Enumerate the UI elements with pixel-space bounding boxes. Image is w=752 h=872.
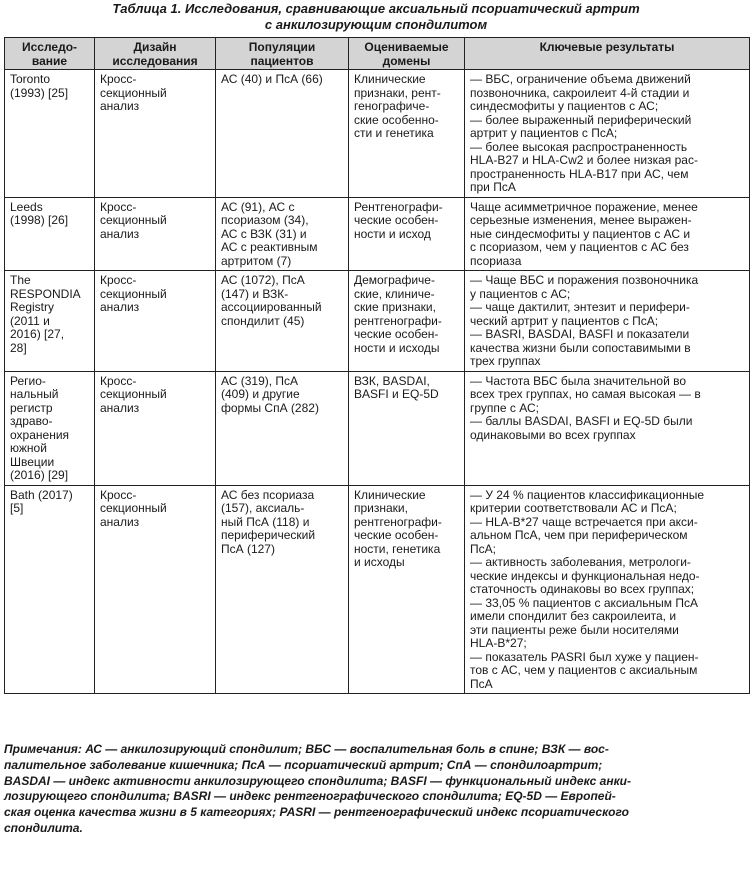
study-cell: The RESPONDIA Registry (2011 и 2016) [27, 28] xyxy=(5,271,95,372)
study-cell: Bath (2017) [5] xyxy=(5,485,95,694)
design-cell: Кросс- секционный анализ xyxy=(95,197,216,271)
table-row xyxy=(5,271,750,372)
results-cell: — ВБС, ограничение объема движений позвоночника, сакроилеит 4-й стадии и синдесмофиты у пациентов с АС; — более выраженный периферический артрит у пациентов с ПсА; — более высокая распространенность HLA-B27 и HLA-Cw2 и более низкая рас- пространенность HLA-B17 при АС, чем при ПсА xyxy=(465,70,750,198)
design-cell: Кросс- секционный анализ xyxy=(95,371,216,485)
header-population: Популяции пациентов xyxy=(216,38,349,70)
population-cell: АС (1072), ПсА (147) и ВЗК- ассоциированный спондилит (45) xyxy=(216,271,349,372)
table-header-row xyxy=(5,38,750,70)
domains-cell: Клинические признаки, рент- генографиче- ские особенно- сти и генетика xyxy=(349,70,465,198)
study-cell: Toronto (1993) [25] xyxy=(5,70,95,198)
table-notes: Примечания: АС — анкилозирующий спондилит; ВБС — воспалительная боль в спине; ВЗК — вос- палительное заболевание кишечника; ПсА — псориатический артрит; СпА — спондилоартрит; BASDAI — индекс активности анкилозирующего спондилита; BASFI — функциональный индекс анки- лозирующего спондилита; BASRI — индекс рентгенографического спондилита; EQ-5D — Европей- ская оценка качества жизни в 5 категориях; PASRI — рентгенографический индекс псориатического спондилита. xyxy=(4,742,631,835)
design-cell: Кросс- секционный анализ xyxy=(95,485,216,694)
population-cell: АС (40) и ПсА (66) xyxy=(216,70,349,198)
header-study: Исследо- вание xyxy=(5,38,95,70)
studies-table xyxy=(4,37,750,694)
header-design: Дизайн исследования xyxy=(95,38,216,70)
design-cell: Кросс- секционный анализ xyxy=(95,70,216,198)
results-cell: — Частота ВБС была значительной во всех трех группах, но самая высокая — в группе с АС; — баллы BASDAI, BASFI и EQ-5D были одинаковыми во всех группах xyxy=(465,371,750,485)
table-title: Таблица 1. Исследования, сравнивающие аксиальный псориатический артрит с анкилозирующим спондилитом xyxy=(112,1,640,32)
study-cell: Leeds (1998) [26] xyxy=(5,197,95,271)
header-domains: Оцениваемые домены xyxy=(349,38,465,70)
domains-cell: Рентгенографи- ческие особен- ности и исход xyxy=(349,197,465,271)
design-cell: Кросс- секционный анализ xyxy=(95,271,216,372)
table-row xyxy=(5,197,750,271)
domains-cell: Клинические признаки, рентгенографи- ческие особен- ности, генетика и исходы xyxy=(349,485,465,694)
population-cell: АС (319), ПсА (409) и другие формы СпА (282) xyxy=(216,371,349,485)
table-row xyxy=(5,70,750,198)
results-cell: — У 24 % пациентов классификационные критерии соответствовали АС и ПсА; — HLA-B*27 чаще встречается при акси- альном ПсА, чем при периферическом ПсА; — активность заболевания, метрологи- ческие индексы и функциональная недо- статочность одинаковы во всех группах; — 33,05 % пациентов с аксиальным ПсА имели спондилит без сакроилеита, и эти пациенты реже были носителями HLA-B*27; — показатель PASRI был хуже у пациен- тов с АС, чем у пациентов с аксиальным ПсА xyxy=(465,485,750,694)
population-cell: АС без псориаза (157), аксиаль- ный ПсА (118) и периферический ПсА (127) xyxy=(216,485,349,694)
results-cell: — Чаще ВБС и поражения позвоночника у пациентов с АС; — чаще дактилит, энтезит и перифери- ческий артрит у пациентов с ПсА; — BASRI, BASDAI, BASFI и показатели качества жизни были сопоставимыми в трех группах xyxy=(465,271,750,372)
table-row xyxy=(5,485,750,694)
table-row xyxy=(5,371,750,485)
results-cell: Чаще асимметричное поражение, менее серьезные изменения, менее выражен- ные синдесмофиты у пациентов с АС и с псориазом, чем у пациентов с АС без псориаза xyxy=(465,197,750,271)
header-results: Ключевые результаты xyxy=(465,38,750,70)
domains-cell: ВЗК, BASDAI, BASFI и EQ-5D xyxy=(349,371,465,485)
study-cell: Регио- нальный регистр здраво- охранения южной Швеции (2016) [29] xyxy=(5,371,95,485)
population-cell: АС (91), АС с псориазом (34), АС с ВЗК (31) и АС с реактивным артритом (7) xyxy=(216,197,349,271)
domains-cell: Демографиче- ские, клиниче- ские признаки, рентгенографи- ческие особен- ности и исходы xyxy=(349,271,465,372)
